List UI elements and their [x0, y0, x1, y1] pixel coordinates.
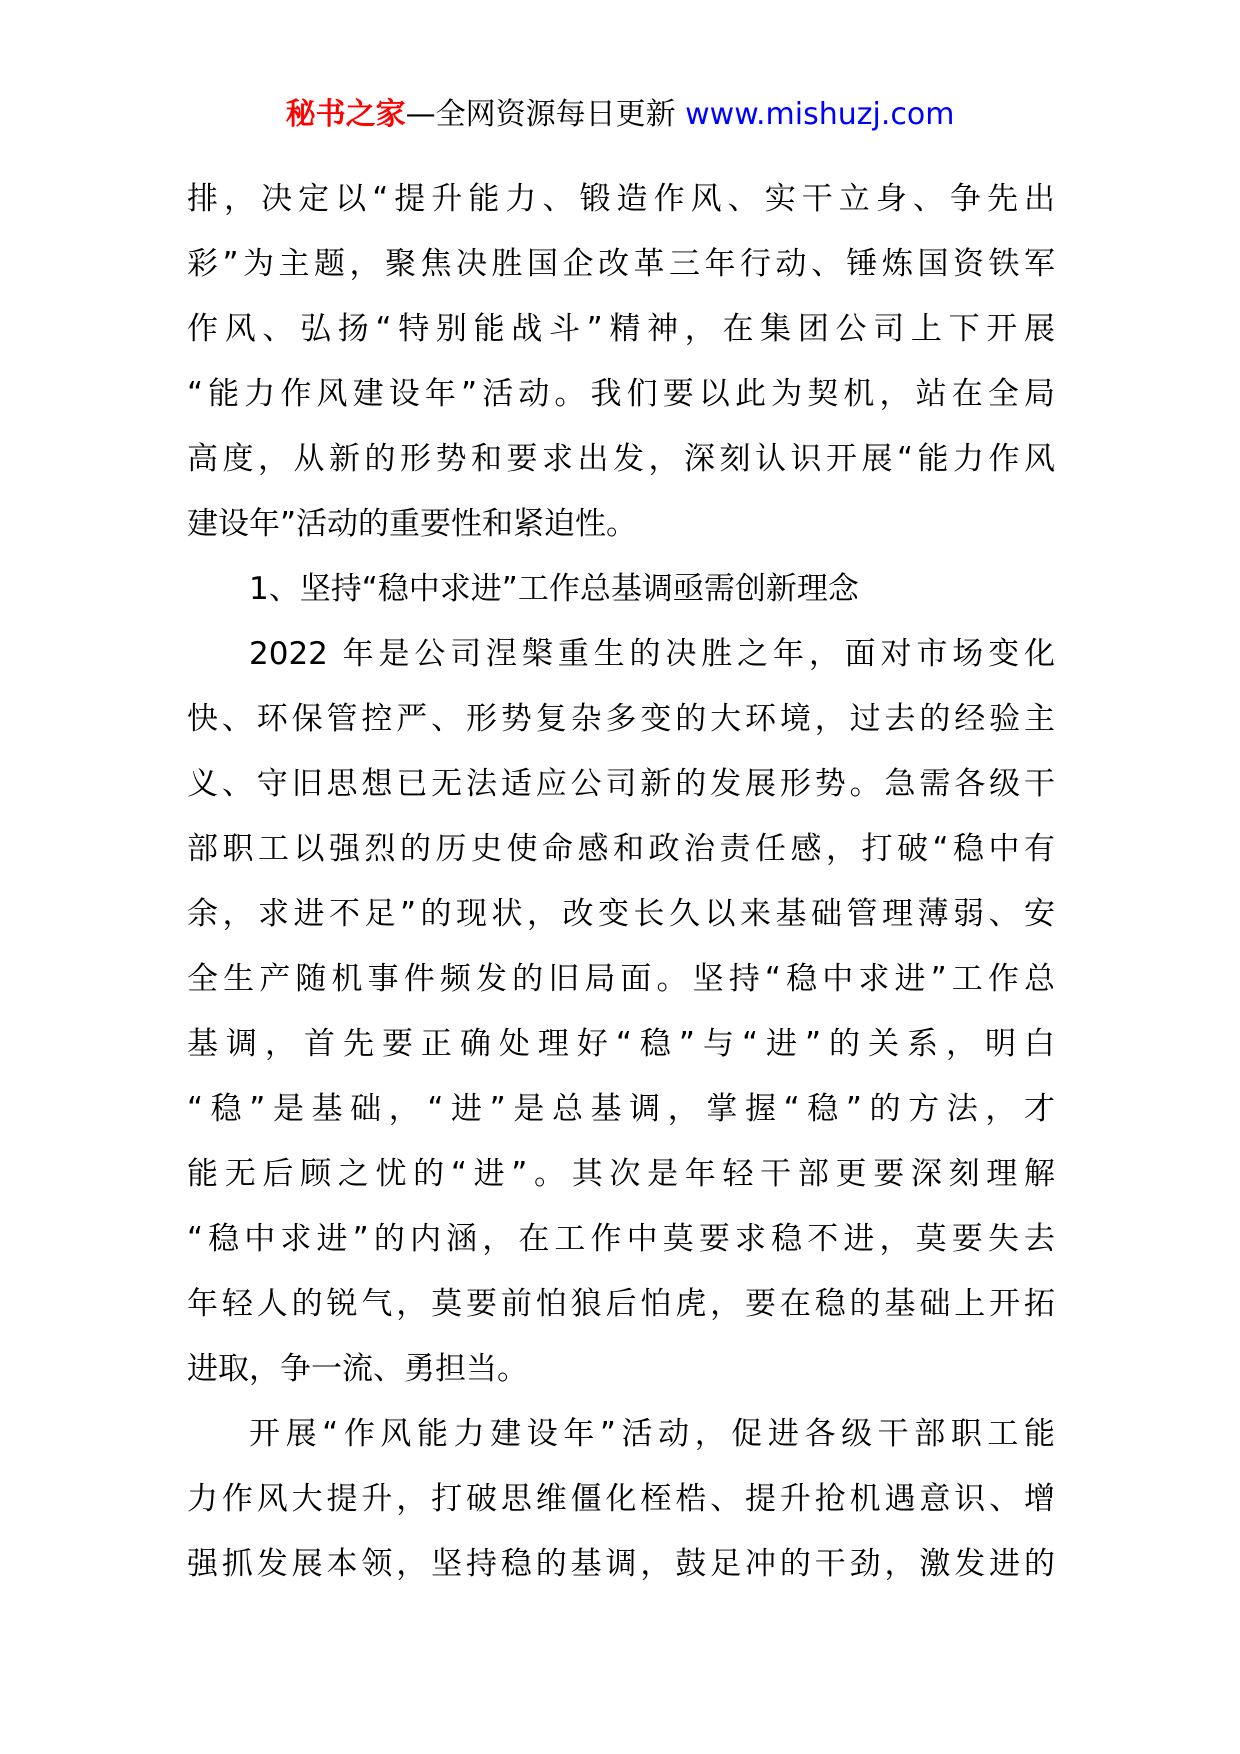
- text-line: 全生产随机事件频发的旧局面。坚持“稳中求进”工作总: [187, 961, 1055, 997]
- text-line: “能力作风建设年”活动。我们要以此为契机，站在全局: [187, 376, 1055, 412]
- text-line: 进取，争一流、勇担当。: [187, 1351, 528, 1387]
- text-line: 2022 年是公司涅槃重生的决胜之年，面对市场变化: [249, 636, 1055, 672]
- text-line: 义、守旧思想已无法适应公司新的发展形势。急需各级干: [187, 766, 1055, 802]
- text-line: 排，决定以“提升能力、锻造作风、实干立身、争先出: [187, 181, 1055, 217]
- text-line: 高度，从新的形势和要求出发，深刻认识开展“能力作风: [187, 441, 1055, 477]
- text-line: 基调，首先要正确处理好“稳”与“进”的关系，明白: [187, 1026, 1055, 1062]
- site-url-link[interactable]: www.mishuzj.com: [685, 97, 955, 132]
- header-tagline: —全网资源每日更新: [405, 97, 676, 132]
- text-line: 余，求进不足”的现状，改变长久以来基础管理薄弱、安: [187, 896, 1055, 932]
- text-line: 彩”为主题，聚焦决胜国企改革三年行动、锤炼国资铁军: [187, 246, 1055, 282]
- text-line: 力作风大提升，打破思维僵化桎梏、提升抢机遇意识、增: [187, 1481, 1055, 1517]
- text-line: 作风、弘扬“特别能战斗”精神，在集团公司上下开展: [187, 311, 1055, 347]
- text-line: 部职工以强烈的历史使命感和政治责任感，打破“稳中有: [187, 831, 1055, 867]
- site-header: [0, 95, 1240, 135]
- text-line: 年轻人的锐气，莫要前怕狼后怕虎，要在稳的基础上开拓: [187, 1286, 1055, 1322]
- text-line: 建设年”活动的重要性和紧迫性。: [187, 506, 638, 542]
- text-line: 能无后顾之忧的“进”。其次是年轻干部更要深刻理解: [187, 1156, 1055, 1192]
- brand-name: 秘书之家: [285, 97, 406, 132]
- text-line: 强抓发展本领，坚持稳的基调，鼓足冲的干劲，激发进的: [187, 1546, 1055, 1582]
- text-line: 快、环保管控严、形势复杂多变的大环境，过去的经验主: [187, 701, 1055, 737]
- section-heading: 1、坚持“稳中求进”工作总基调亟需创新理念: [249, 571, 859, 607]
- document-body: [187, 167, 1055, 1597]
- text-line: 开展“作风能力建设年”活动，促进各级干部职工能: [249, 1416, 1055, 1452]
- text-line: “稳”是基础，“进”是总基调，掌握“稳”的方法，才: [187, 1091, 1055, 1127]
- text-line: “稳中求进”的内涵，在工作中莫要求稳不进，莫要失去: [187, 1221, 1055, 1257]
